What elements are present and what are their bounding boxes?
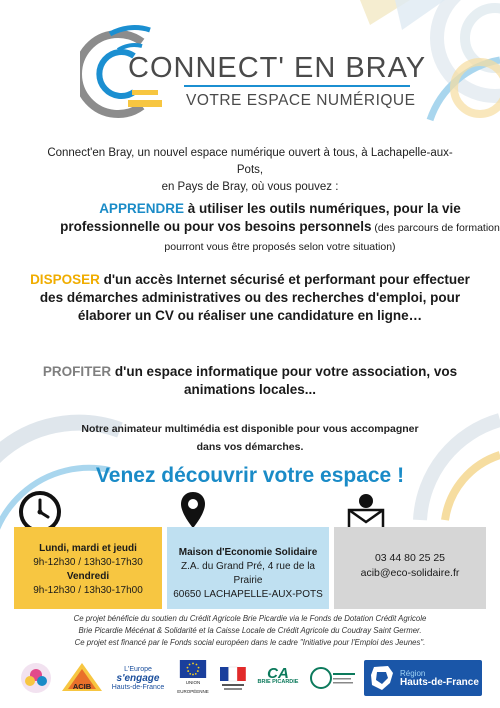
profiter-paragraph: [30, 363, 470, 399]
marianne-logo: [218, 660, 248, 696]
europe-logo-bottom: Hauts-de-France: [111, 683, 165, 691]
logo-subtitle: VOTRE ESPACE NUMÉRIQUE: [186, 92, 416, 109]
europe-logo-top: L'Europe: [124, 665, 152, 673]
eu-flag-logo: [172, 660, 214, 696]
ca-foundation-logo: [308, 660, 358, 696]
logo-underline: [184, 85, 410, 87]
animateur-line-1: Notre animateur multimédia est disponible pour vous accompagner: [81, 423, 419, 435]
intro-paragraph: [40, 145, 460, 196]
apprendre-text: à utiliser les outils numériques, pour la vie professionnelle ou pour vos besoins personnels: [60, 201, 461, 234]
contact-phone[interactable]: 03 44 80 25 25: [374, 552, 446, 564]
europe-logo-mid: s'engage: [116, 672, 160, 684]
marianne-flag-icon: [220, 663, 246, 693]
credit-agricole-logo: [253, 660, 303, 696]
footer-line-1: Ce projet bénéficie du soutien du Crédit Agricole Brie Picardie via le Fonds de Dotation Crédit Agricole: [73, 614, 427, 623]
hours-time-2: 9h-12h30 / 13h30-17h00: [33, 585, 143, 596]
footer-line-2: Brie Picardie Mécénat & Solidarité et la Caisse Locale de Crédit Agricole du Coudray Saint Germer.: [78, 626, 422, 635]
ca-logo-text: CA: [267, 665, 289, 682]
address-box: [167, 527, 329, 609]
profiter-text: d'un espace informatique pour votre association, vos animations locales...: [111, 364, 458, 397]
contact-box: [334, 527, 486, 609]
apprendre-keyword: APPRENDRE: [99, 201, 184, 216]
disposer-keyword: DISPOSER: [30, 272, 100, 287]
animateur-paragraph: [70, 420, 430, 456]
location-pin-icon: [179, 490, 207, 530]
contact-email[interactable]: acib@eco-solidaire.fr: [360, 567, 460, 579]
hours-box: [14, 527, 162, 609]
region-hauts-de-france-logo: [364, 660, 482, 696]
profiter-keyword: PROFITER: [42, 364, 112, 379]
apprendre-paragraph: [60, 200, 500, 256]
apprendre-note: (des parcours de formation pourront vous être proposés selon votre situation): [164, 222, 500, 253]
europe-sengage-logo: [110, 660, 166, 696]
eu-flag-icon: [174, 660, 212, 678]
intro-line-2: en Pays de Bray, où vous pouvez :: [161, 181, 339, 193]
partner-logo-flower-icon: [18, 660, 54, 696]
hours-days-1: Lundi, mardi et jeudi: [39, 543, 137, 554]
hours-time-1: 9h-12h30 / 13h30-17h30: [33, 557, 143, 568]
disposer-paragraph: [30, 271, 470, 325]
hours-days-2: Vendredi: [66, 571, 110, 582]
address-street: Z.A. du Grand Pré, 4 rue de la Prairie: [181, 561, 315, 586]
intro-line-1: Connect'en Bray, un nouvel espace numérique ouvert à tous, à Lachapelle-aux-Pots,: [47, 147, 453, 176]
region-map-icon: [368, 663, 396, 693]
region-logo-bottom: Hauts-de-France: [400, 677, 479, 688]
eu-logo-text: UNION EUROPÉENNE: [177, 680, 209, 694]
disposer-text: d'un accès Internet sécurisé et performant pour effectuer des démarches administratives ou des recherches d'emploi, pour élaborer un CV ou réaliser une candidature en ligne…: [39, 272, 470, 323]
ca-logo-sub: BRIE PICARDIE: [257, 679, 299, 685]
call-to-action-heading: Venez découvrir votre espace !: [95, 464, 405, 487]
acib-logo: [60, 660, 104, 696]
region-logo-top: Région: [400, 669, 426, 678]
funding-footer: [30, 613, 470, 649]
address-name: Maison d'Economie Solidaire: [178, 547, 318, 558]
footer-line-3: Ce projet est financé par le Fonds social européen dans le cadre "Initiative pour l'Emploi des Jeunes".: [74, 638, 426, 647]
mail-person-icon: [346, 492, 386, 532]
address-city: 60650 LACHAPELLE-AUX-POTS: [173, 589, 323, 600]
acib-logo-text: ACIB: [72, 682, 92, 691]
partner-logos: [10, 660, 490, 700]
logo-title: CONNECT' EN BRAY: [128, 52, 427, 84]
animateur-line-2: dans vos démarches.: [196, 441, 304, 453]
